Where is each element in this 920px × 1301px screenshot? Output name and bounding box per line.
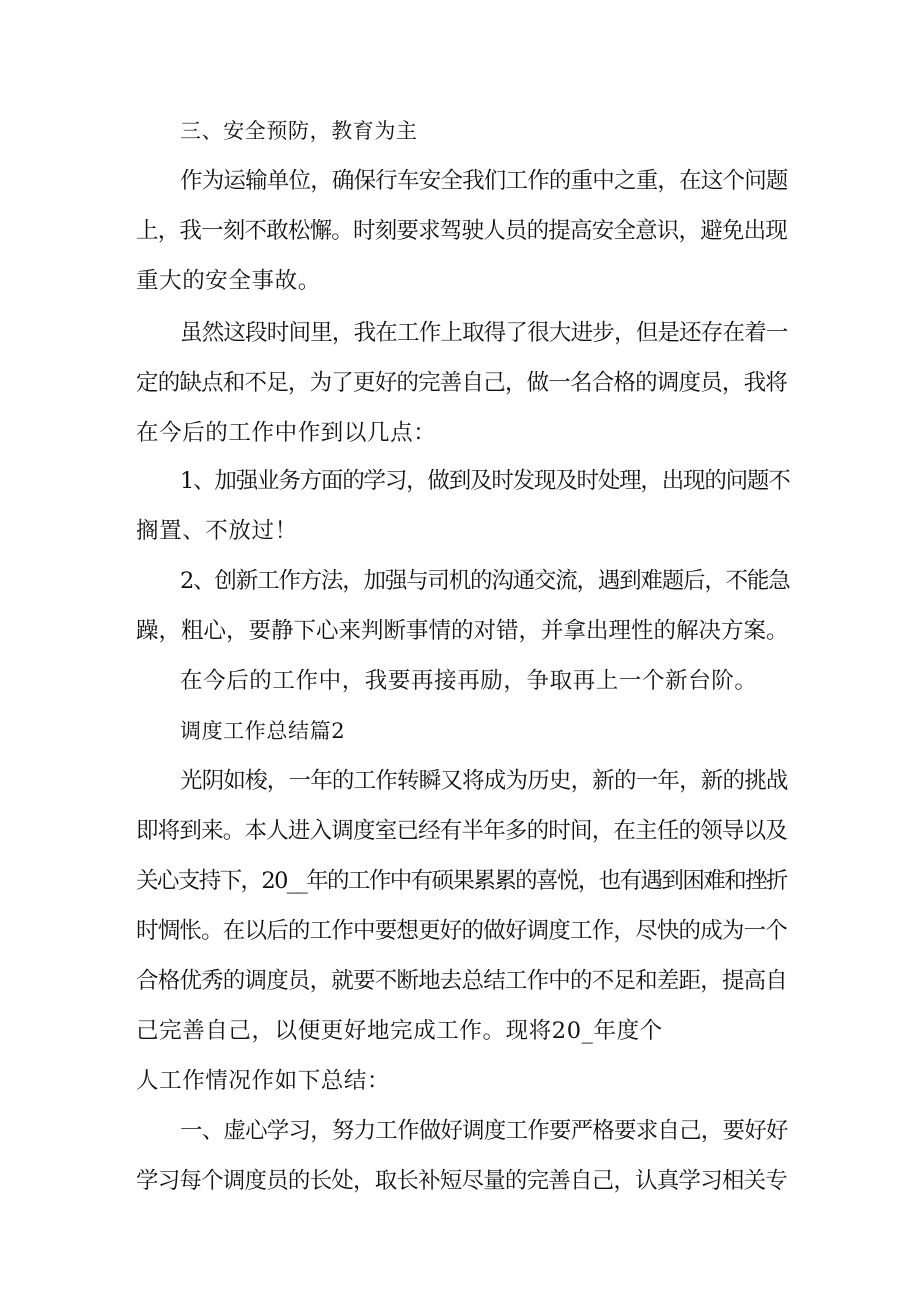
paragraph-line: 一、虚心学习，努力工作做好调度工作要严格要求自己，要好好	[180, 1118, 788, 1144]
paragraph-line: 人工作情况作如下总结：	[136, 1068, 391, 1094]
chapter-heading: 调度工作总结篇2	[180, 719, 346, 743]
paragraph-line: 光阴如梭，一年的工作转瞬又将成为历史，新的一年，新的挑战	[180, 768, 788, 794]
paragraph-line: 关心支持下，20__年的工作中有硕果累累的喜悦，也有遇到困难和挫折	[136, 868, 787, 894]
paragraph-line: 己完善自己，以便更好地完成工作。现将20_年度个	[136, 1018, 663, 1044]
paragraph-line: 搁置、不放过！	[136, 518, 298, 544]
paragraph-line: 虽然这段时间里，我在工作上取得了很大进步，但是还存在着一	[180, 320, 788, 346]
paragraph-line: 2、创新工作方法，加强与司机的沟通交流，遇到难题后，不能急	[180, 568, 790, 594]
paragraph-line: 在今后的工作中作到以几点：	[136, 420, 437, 446]
paragraph-line: 定的缺点和不足，为了更好的完善自己，做一名合格的调度员，我将	[136, 370, 788, 396]
paragraph-line: 躁，粗心，要静下心来判断事情的对错，并拿出理性的解决方案。	[136, 618, 789, 644]
paragraph-line: 上，我一刻不敢松懈。时刻要求驾驶人员的提高安全意识，避免出现	[136, 218, 788, 244]
paragraph-line: 在今后的工作中，我要再接再励，争取再上一个新台阶。	[180, 668, 758, 694]
paragraph-line: 作为运输单位，确保行车安全我们工作的重中之重，在这个问题	[180, 168, 788, 194]
paragraph-line: 时惆怅。在以后的工作中要想更好的做好调度工作，尽快的成为一个	[136, 918, 788, 944]
paragraph-line: 合格优秀的调度员，就要不断地去总结工作中的不足和差距，提高自	[136, 968, 788, 994]
section-heading: 三、安全预防，教育为主	[180, 119, 418, 143]
paragraph-line: 即将到来。本人进入调度室已经有半年多的时间，在主任的领导以及	[136, 818, 788, 844]
paragraph-line: 重大的安全事故。	[136, 268, 321, 294]
paragraph-line: 1、加强业务方面的学习，做到及时发现及时处理，出现的问题不	[180, 468, 790, 494]
paragraph-line: 学习每个调度员的长处，取长补短尽量的完善自己，认真学习相关专	[136, 1168, 788, 1194]
